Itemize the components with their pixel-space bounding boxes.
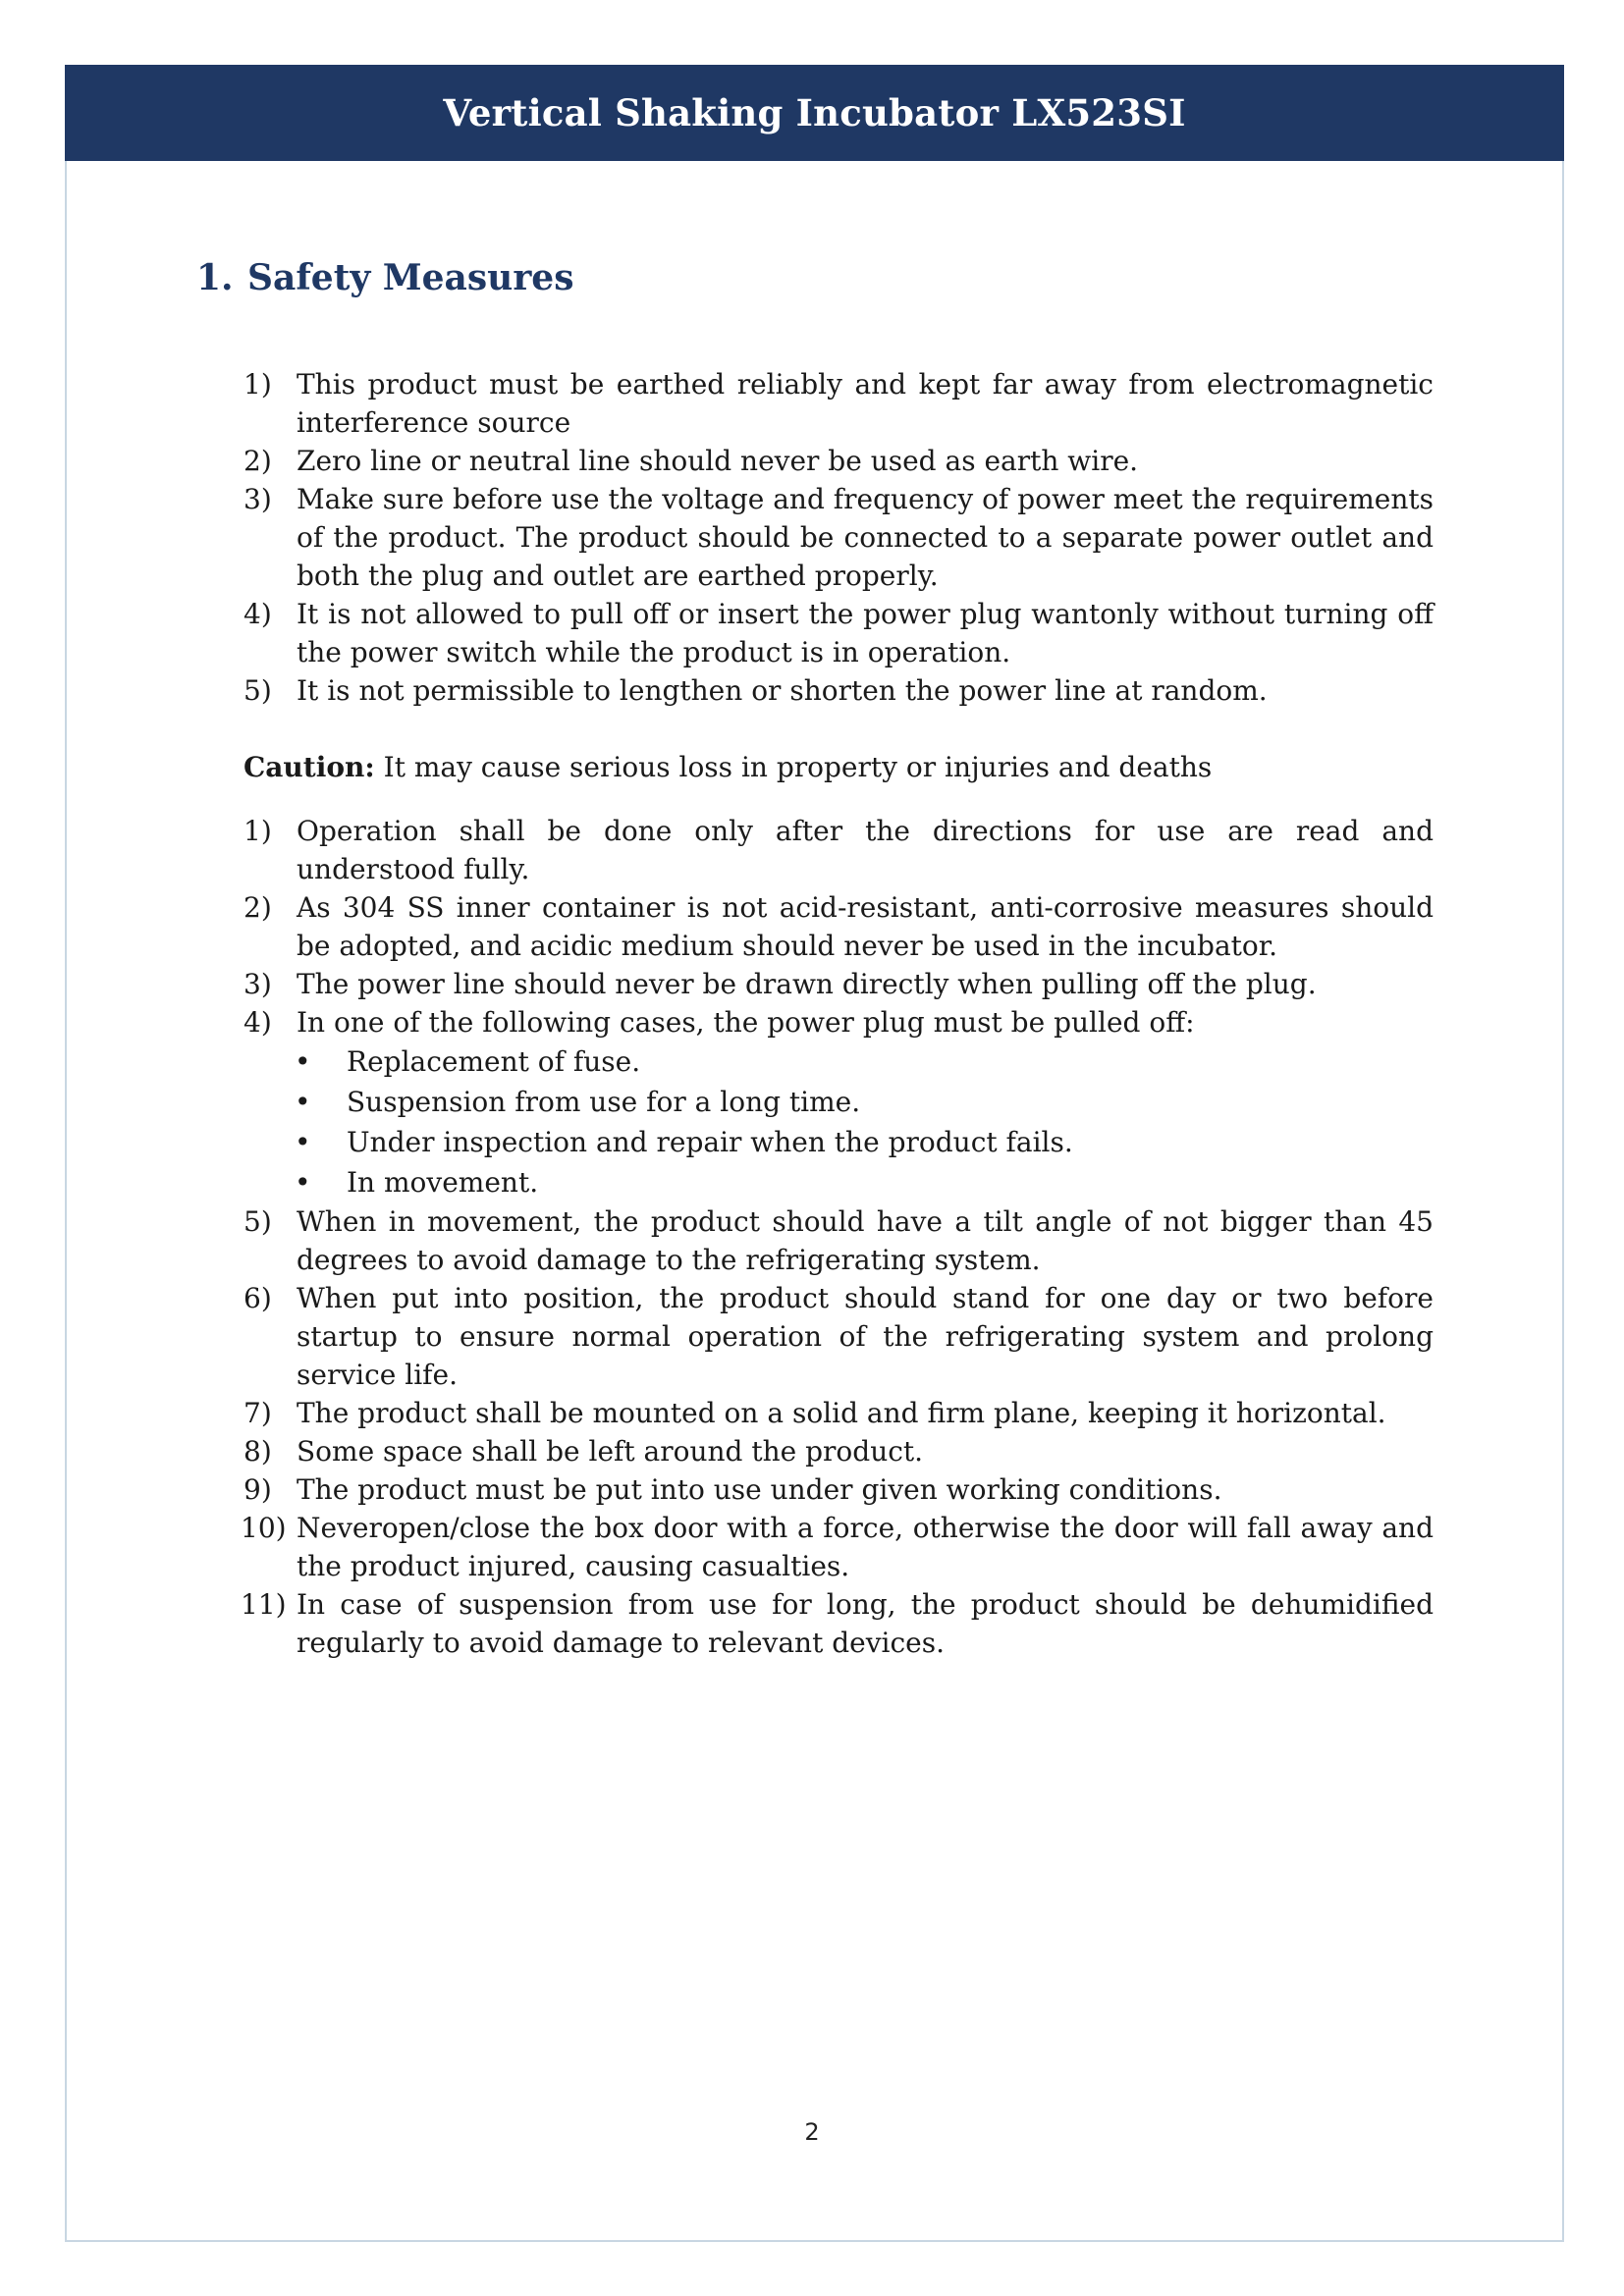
item-number: 9) (244, 1473, 272, 1506)
list-item (244, 671, 1434, 710)
item-text: Neveropen/close the box door with a force, otherwise the door will fall away and the product injured, causing casualties. (297, 1512, 1434, 1582)
bullet-list (244, 1041, 1434, 1202)
list-item (244, 1394, 1434, 1432)
item-number: 3) (244, 483, 272, 515)
bullet-icon: • (295, 1166, 311, 1199)
item-number: 4) (244, 598, 272, 630)
list-item (244, 1432, 1434, 1470)
list-item (244, 1279, 1434, 1394)
bullet-item (244, 1041, 1434, 1082)
item-number: 5) (244, 1205, 272, 1238)
item-number: 2) (244, 445, 272, 477)
item-text: This product must be earthed reliably and kept far away from electromagnetic interference source (297, 368, 1434, 439)
caution-list (241, 812, 1434, 1662)
page-number: 2 (804, 2118, 820, 2146)
item-number: 6) (244, 1282, 272, 1314)
list-item (244, 1470, 1434, 1509)
item-text: Some space shall be left around the product. (297, 1435, 924, 1468)
item-text: The power line should never be drawn directly when pulling off the plug. (297, 968, 1317, 1000)
list-item (244, 442, 1434, 480)
item-text: In one of the following cases, the power plug must be pulled off: (297, 1006, 1195, 1039)
list-item (244, 1003, 1434, 1041)
section-number: 1. (196, 257, 234, 298)
caution-label: Caution: (244, 751, 375, 783)
item-text: When put into position, the product should stand for one day or two before startup to ensure normal operation of the refrigerating system and prolong service life. (297, 1282, 1434, 1391)
item-number: 3) (244, 968, 272, 1000)
item-number: 8) (244, 1435, 272, 1468)
item-number: 11) (241, 1588, 287, 1621)
item-number: 1) (244, 368, 272, 400)
bullet-icon: • (295, 1126, 311, 1158)
item-text: As 304 SS inner container is not acid-resistant, anti-corrosive measures should be adopted, and acidic medium should never be used in the incubator. (297, 891, 1434, 962)
document-header (65, 65, 1564, 161)
item-text: When in movement, the product should have a tilt angle of not bigger than 45 degrees to avoid damage to the refrigerating system. (297, 1205, 1434, 1276)
bullet-item (244, 1122, 1434, 1162)
list-item (244, 888, 1434, 965)
item-number: 5) (244, 674, 272, 707)
caution-note (244, 748, 1212, 786)
caution-text: It may cause serious loss in property or injuries and deaths (374, 751, 1213, 783)
bullet-icon: • (295, 1045, 311, 1078)
list-item (244, 965, 1434, 1003)
safety-list (244, 365, 1434, 710)
section-heading (196, 257, 573, 298)
item-number: 1) (244, 815, 272, 847)
item-text: The product must be put into use under given working conditions. (297, 1473, 1222, 1506)
list-item (241, 1509, 1434, 1585)
bullet-item (244, 1082, 1434, 1122)
item-text: Operation shall be done only after the directions for use are read and understood fully. (297, 815, 1434, 885)
bullet-text: Suspension from use for a long time. (347, 1086, 861, 1118)
item-number: 10) (241, 1512, 287, 1544)
item-number: 4) (244, 1006, 272, 1039)
list-item (244, 480, 1434, 595)
item-text: It is not permissible to lengthen or shorten the power line at random. (297, 674, 1268, 707)
list-item (241, 1585, 1434, 1662)
bullet-item (244, 1162, 1434, 1202)
item-text: It is not allowed to pull off or insert the power plug wantonly without turning off the power switch while the product is in operation. (297, 598, 1434, 668)
item-text: In case of suspension from use for long, the product should be dehumidified regularly to avoid damage to relevant devices. (297, 1588, 1434, 1659)
bullet-text: In movement. (347, 1166, 539, 1199)
section-title: Safety Measures (247, 257, 574, 298)
document-title: Vertical Shaking Incubator LX523SI (443, 91, 1186, 134)
list-item (244, 812, 1434, 888)
list-item (244, 595, 1434, 671)
item-text: Make sure before use the voltage and frequency of power meet the requirements of the product. The product should be connected to a separate power outlet and both the plug and outlet are earthed properly. (297, 483, 1434, 592)
bullet-text: Under inspection and repair when the product fails. (347, 1126, 1073, 1158)
list-item (244, 1202, 1434, 1279)
item-text: The product shall be mounted on a solid and firm plane, keeping it horizontal. (297, 1397, 1386, 1429)
item-number: 2) (244, 891, 272, 924)
bullet-text: Replacement of fuse. (347, 1045, 641, 1078)
list-item (244, 365, 1434, 442)
bullet-icon: • (295, 1086, 311, 1118)
item-text: Zero line or neutral line should never be used as earth wire. (297, 445, 1139, 477)
item-number: 7) (244, 1397, 272, 1429)
